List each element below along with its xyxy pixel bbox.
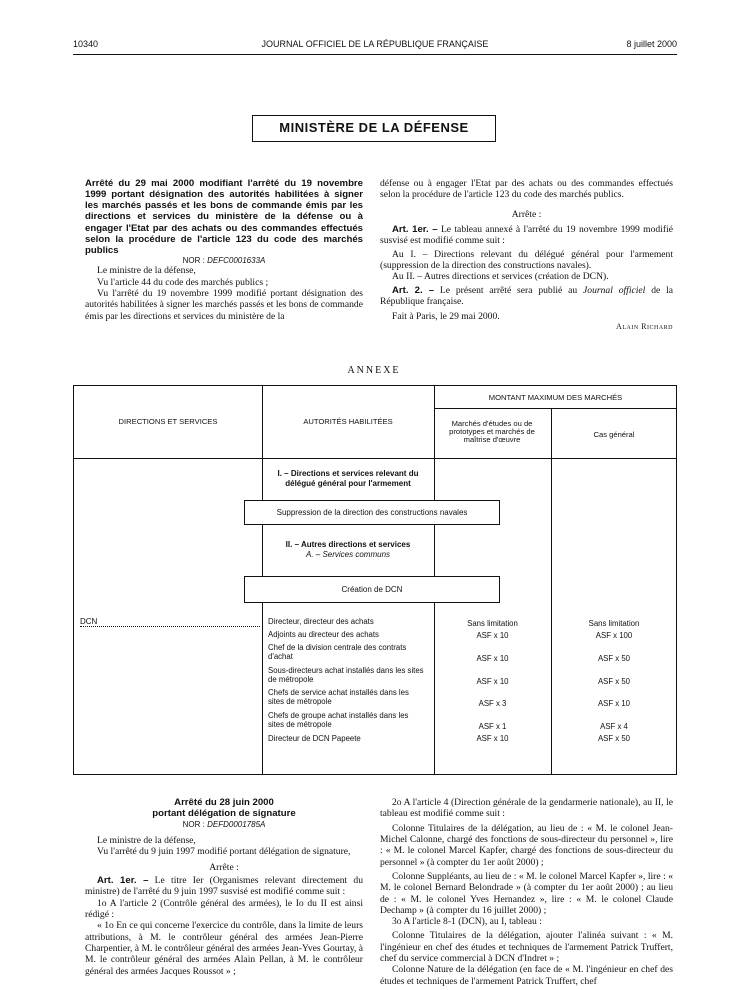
arrete1-p2: Vu l'article 44 du code des marchés publics ; bbox=[97, 276, 269, 288]
arrete2-r5: Colonne Titulaires de la délégation, ajouter l'alinéa suivant : « M. l'ingénieur en chef des études et techniques de l'armement Patrick Truffert, chef du service commercial à DCN d'Indret » ; bbox=[380, 930, 673, 965]
ministry-heading: MINISTÈRE DE LA DÉFENSE bbox=[252, 115, 496, 142]
row-5-etudes: ASF x 1 bbox=[478, 722, 507, 731]
arrete2-r2: Colonne Titulaires de la délégation, au lieu de : « M. le colonel Jean-Michel Calonne, chargé des fonctions de sous-directeur du personnel », lire : « M. le colonel Marcel Kapfer, chargé des fonctions de sous-directeur du personnel » (à compter du 1er août 2000) ; bbox=[380, 822, 673, 868]
arrete1-arrete: Arrête : bbox=[511, 208, 542, 220]
row-6-etudes: ASF x 10 bbox=[476, 734, 509, 743]
row-2-etudes: ASF x 10 bbox=[476, 654, 509, 663]
header-rule bbox=[73, 54, 677, 55]
art2-text2: de la République française. bbox=[380, 284, 674, 307]
section-1-title bbox=[270, 469, 426, 489]
row-3-etudes: ASF x 10 bbox=[476, 677, 509, 686]
box-suppression: Suppression de la direction des constructions navales bbox=[244, 500, 500, 525]
art2-journal: Journal officiel bbox=[583, 284, 646, 296]
arrete2-nor bbox=[85, 820, 363, 829]
section-2-sub: A. – Services communs bbox=[305, 550, 391, 559]
art1-label: Art. 1er. – bbox=[392, 223, 438, 235]
direction-dcn-text: DCN bbox=[80, 617, 98, 626]
row-0-general: Sans limitation bbox=[588, 619, 640, 628]
arrete2-title2: portant délégation de signature bbox=[152, 808, 296, 820]
header-etudes: Marchés d'études ou de prototypes et marchés de maîtrise d'œuvre bbox=[449, 419, 535, 444]
art2-label: Art. 2. – bbox=[392, 284, 435, 296]
arrete2-art1 bbox=[85, 875, 363, 898]
annexe-heading: ANNEXE bbox=[347, 365, 401, 376]
row-0-etudes: Sans limitation bbox=[467, 619, 518, 628]
header-directions: DIRECTIONS ET SERVICES bbox=[118, 417, 218, 426]
arrete1-art1 bbox=[380, 224, 673, 247]
art1-text: Le tableau annexé à l'arrêté du 19 novembre 1999 modifié susvisé est modifié comme suit : bbox=[380, 223, 673, 247]
row-4-autorite: Chefs de service achat installés dans les sites de métropole bbox=[268, 688, 409, 707]
arrete1-title: Arrêté du 29 mai 2000 modifiant l'arrêté du 19 novembre 1999 portant désignation des autorités habilitées à signer les marchés passés et les bons de commande émis par les directions et services du ministère de la défense ou à engager l'Etat par des achats ou des commandes effectués selon la procédure de l'article 123 du code des marchés publics bbox=[85, 178, 363, 256]
arrete2-left-column bbox=[85, 797, 363, 977]
nor-label: NOR : bbox=[182, 255, 205, 265]
row-4-general: ASF x 10 bbox=[597, 699, 631, 708]
running-header bbox=[73, 39, 677, 53]
arrete1-right-column bbox=[380, 178, 673, 332]
row-3-general: ASF x 50 bbox=[597, 677, 631, 686]
nor-code-2: DEFD0001785A bbox=[207, 819, 266, 829]
nor-label-2: NOR : bbox=[182, 819, 205, 829]
arrete2-r6: Colonne Nature de la délégation (en face de « M. l'ingénieur en chef des études et techniques de l'armement Patrick Truffert, chef bbox=[380, 964, 673, 987]
arrete2-r4: 3o A l'article 8-1 (DCN), au I, tableau : bbox=[392, 916, 542, 928]
arrete2-r3: Colonne Suppléants, au lieu de : « M. le colonel Marcel Kapfer », lire : « M. le colonel Bernard Belondrade » (à compter du 1er août 2000) ; au lieu de : « M. le colonel Yves Hernandez », lire : « M. le colonel Claude Dechamp » (à compter du 16 juillet 2000) ; bbox=[380, 870, 673, 916]
header-general: Cas général bbox=[593, 430, 635, 439]
nor-code: DEFC0001633A bbox=[207, 255, 266, 265]
arrete1-p1: Le ministre de la défense, bbox=[97, 265, 196, 277]
col-divider-3 bbox=[551, 408, 552, 774]
art1-text-2: Le titre Ier (Organismes relevant directement du ministre) de l'arrêté du 9 juin 1997 susvisé est modifié comme suit : bbox=[85, 875, 364, 898]
arrete1-item2: Au II. – Autres directions et services (création de DCN). bbox=[392, 271, 609, 283]
header-bottom-rule bbox=[74, 458, 677, 459]
art1-label-2: Art. 1er. – bbox=[97, 875, 149, 886]
header-autorites: AUTORITÉS HABILITÉES bbox=[303, 417, 393, 426]
direction-dcn bbox=[80, 617, 260, 627]
row-1-general: ASF x 100 bbox=[595, 631, 633, 640]
row-2-autorite: Chef de la division centrale des contrats d'achat bbox=[268, 643, 407, 662]
row-5-general: ASF x 4 bbox=[600, 722, 628, 731]
row-6-autorite: Directeur de DCN Papeete bbox=[268, 734, 361, 743]
row-3-autorite: Sous-directeurs achat installés dans les sites de métropole bbox=[268, 666, 424, 685]
arrete1-fait: Fait à Paris, le 29 mai 2000. bbox=[392, 311, 500, 323]
header-montant: MONTANT MAXIMUM DES MARCHÉS bbox=[488, 393, 623, 402]
section-2-text: II. – Autres directions et services bbox=[285, 540, 411, 549]
header-subrule bbox=[434, 408, 677, 409]
arrete2-right-column bbox=[380, 797, 673, 987]
arrete1-item1: Au I. – Directions relevant du délégué général pour l'armement (suppression de la direction des constructions navales). bbox=[380, 248, 673, 271]
arrete2-title1: Arrêté du 28 juin 2000 bbox=[174, 797, 274, 808]
arrete1-p3-cont: défense ou à engager l'Etat par des achats ou des commandes effectués selon la procédure de l'article 123 du code des marchés publics. bbox=[380, 178, 673, 201]
section-1-text: I. – Directions et services relevant du délégué général pour l'armement bbox=[277, 469, 419, 488]
arrete1-left-column bbox=[85, 178, 363, 322]
box-creation: Création de DCN bbox=[244, 576, 500, 603]
arrete1-nor bbox=[85, 256, 363, 265]
arrete2-r1: 2o A l'article 4 (Direction générale de la gendarmerie nationale), au II, le tableau est modifié comme suit : bbox=[380, 797, 673, 820]
publication-date: 8 juillet 2000 bbox=[626, 39, 677, 49]
art2-text1: Le présent arrêté sera publié au bbox=[434, 284, 584, 296]
arrete2-p2: Vu l'arrêté du 9 juin 1997 modifié portant délégation de signature, bbox=[97, 846, 351, 858]
row-6-general: ASF x 50 bbox=[597, 734, 631, 743]
row-2-general: ASF x 50 bbox=[597, 654, 631, 663]
row-1-etudes: ASF x 10 bbox=[476, 631, 509, 640]
annexe-table bbox=[73, 385, 677, 775]
arrete2-p4: « 1o En ce qui concerne l'exercice du contrôle, dans la limite de leurs attributions, à M. le contrôleur général des armées Jean-Pierre Charpentier, à M. le contrôleur général des armées Jean-Yves Gourtay, à M. le contrôleur général des armées Alain Pellan, à M. le contrôleur général des armées Jacques Roussot » ; bbox=[85, 920, 363, 977]
arrete2-p3: 1o A l'article 2 (Contrôle général des armées), le Io du II est ainsi rédigé : bbox=[85, 897, 363, 920]
arrete1-art2 bbox=[380, 285, 673, 308]
arrete1-signature: Alain Richard bbox=[616, 322, 673, 332]
journal-title: JOURNAL OFFICIEL DE LA RÉPUBLIQUE FRANÇAISE bbox=[261, 39, 489, 49]
section-2-title bbox=[270, 540, 426, 560]
page-number: 10340 bbox=[73, 39, 99, 49]
row-4-etudes: ASF x 3 bbox=[478, 699, 507, 708]
row-0-autorite: Directeur, directeur des achats bbox=[268, 617, 374, 626]
arrete2-p1: Le ministre de la défense, bbox=[97, 835, 196, 847]
arrete2-arrete: Arrête : bbox=[209, 861, 239, 873]
row-5-autorite: Chefs de groupe achat installés dans les sites de métropole bbox=[268, 711, 409, 730]
arrete1-p3: Vu l'arrêté du 19 novembre 1999 modifié portant désignation des autorités habilitées à signer les marchés passés et les bons de commande émis par les directions et services du ministère de la bbox=[85, 287, 363, 322]
row-1-autorite: Adjoints au directeur des achats bbox=[268, 630, 379, 639]
